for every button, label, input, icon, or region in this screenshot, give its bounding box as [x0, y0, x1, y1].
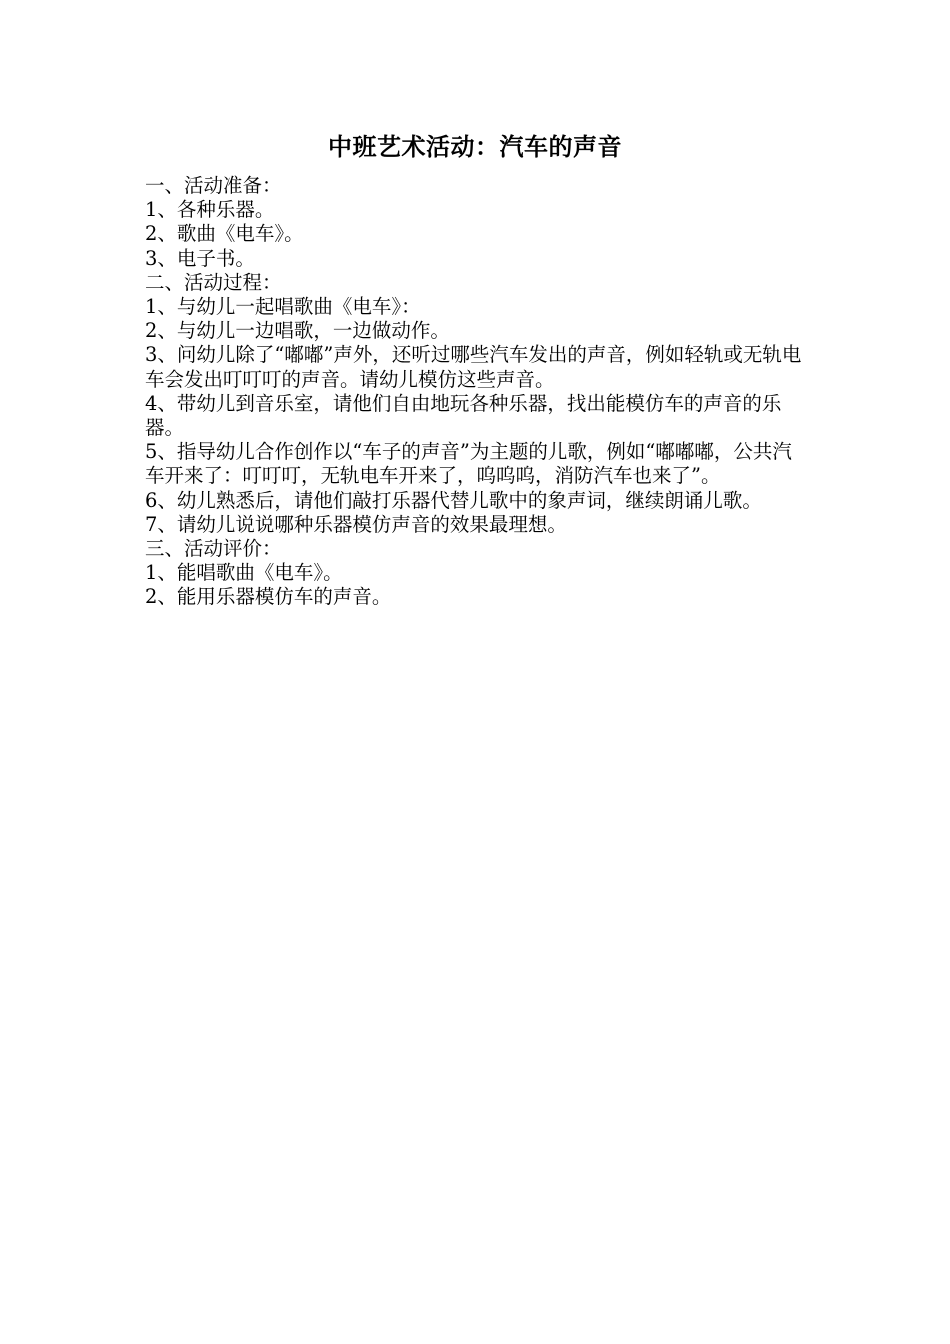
paragraph-line: 1、各种乐器。: [145, 198, 275, 222]
paragraph-line: 3、问幼儿除了“嘟嘟”声外，还听过哪些汽车发出的声音，例如轻轨或无轨电车会发出叮叮叮的声音。请幼儿模仿这些声音。: [145, 343, 802, 391]
paragraph-line: 1、与幼儿一起唱歌曲《电车》：: [145, 295, 421, 319]
document-body: [145, 174, 810, 610]
document-title: 中班艺术活动：汽车的声音: [328, 133, 622, 161]
paragraph-line: 7、请幼儿说说哪种乐器模仿声音的效果最理想。: [145, 512, 567, 536]
paragraph-line: 5、指导幼儿合作创作以“车子的声音”为主题的儿歌，例如“嘟嘟嘟，公共汽车开来了：叮叮叮，无轨电车开来了，呜呜呜，消防汽车也来了”。: [145, 440, 792, 488]
paragraph-line: 2、与幼儿一边唱歌，一边做动作。: [145, 319, 450, 343]
paragraph-line: 4、带幼儿到音乐室，请他们自由地玩各种乐器，找出能模仿车的声音的乐器。: [145, 391, 782, 440]
section-heading-evaluation: 三、活动评价：: [145, 537, 282, 561]
section-heading-process: 二、活动过程：: [145, 270, 282, 294]
paragraph-line: 1、能唱歌曲《电车》。: [145, 561, 343, 585]
section-heading-preparation: 一、活动准备：: [145, 174, 282, 197]
paragraph-line: 2、能用乐器模仿车的声音。: [145, 585, 392, 609]
paragraph-line: 6、幼儿熟悉后，请他们敲打乐器代替儿歌中的象声词，继续朗诵儿歌。: [145, 488, 762, 512]
paragraph-line: 2、歌曲《电车》。: [145, 222, 304, 246]
paragraph-line: 3、电子书。: [145, 246, 255, 270]
